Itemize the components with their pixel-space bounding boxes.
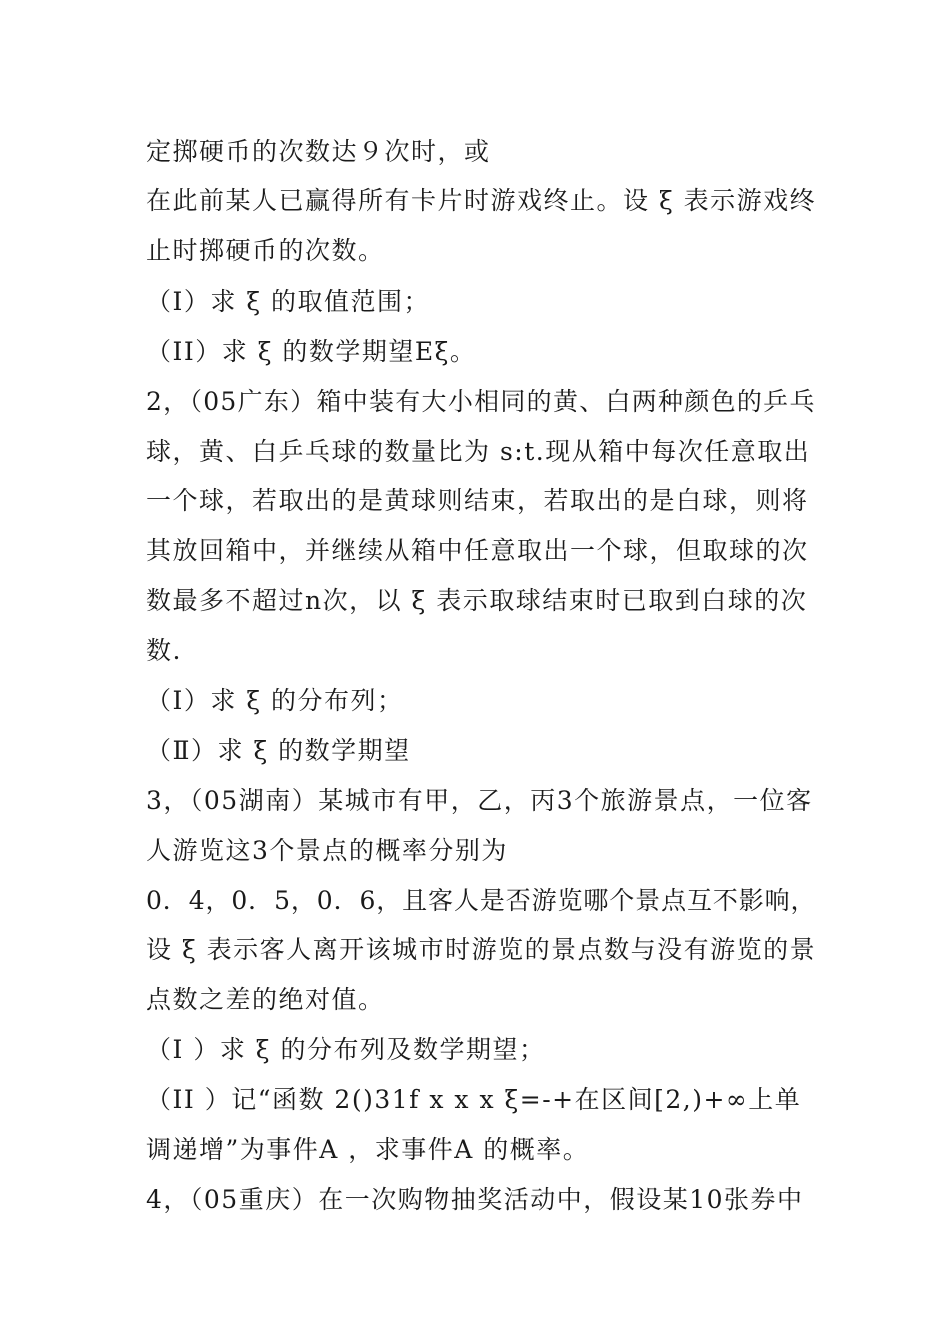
- text-line: （Ⅱ）求 ξ 的数学期望: [146, 736, 411, 765]
- text-line: 2，（05广东）箱中装有大小相同的黄、白两种颜色的乒乓: [146, 387, 816, 416]
- text-line: （I ）求 ξ 的分布列及数学期望；: [146, 1035, 546, 1064]
- text-line: （II ）记“函数 2()31f x x x ξ=-+在区间[2,)+∞上单: [146, 1085, 802, 1114]
- text-line: 在此前某人已赢得所有卡片时游戏终止。设 ξ 表示游戏终: [146, 186, 817, 215]
- text-line: 人游览这3个景点的概率分别为: [146, 836, 508, 865]
- text-line: 止时掷硬币的次数。: [146, 236, 385, 265]
- text-line: 4，（05重庆）在一次购物抽奖活动中，假设某10张券中: [146, 1185, 804, 1214]
- text-line: 设 ξ 表示客人离开该城市时游览的景点数与没有游览的景: [146, 935, 817, 964]
- text-line: （Ⅰ）求 ξ 的分布列；: [146, 686, 404, 715]
- text-line: 定掷硬币的次数达９次时，或: [146, 137, 491, 166]
- text-line: 3，（05湖南）某城市有甲，乙，丙3个旅游景点，一位客: [146, 786, 813, 815]
- text-line: 数.: [146, 636, 182, 665]
- text-line: 数最多不超过n次，以 ξ 表示取球结束时已取到白球的次: [146, 586, 808, 615]
- text-line: 其放回箱中，并继续从箱中任意取出一个球，但取球的次: [146, 536, 809, 565]
- text-line: （I）求 ξ 的取值范围；: [146, 287, 431, 316]
- text-line: 点数之差的绝对值。: [146, 985, 385, 1014]
- text-line: 球，黄、白乒乓球的数量比为 s:t.现从箱中每次任意取出: [146, 437, 811, 466]
- text-line: （II）求 ξ 的数学期望Eξ。: [146, 337, 477, 366]
- text-line: 一个球，若取出的是黄球则结束，若取出的是白球，则将: [146, 486, 809, 515]
- text-line: 调递增”为事件A ，求事件A 的概率。: [146, 1135, 590, 1164]
- text-line: 0．4，0．5，0．6，且客人是否游览哪个景点互不影响，: [146, 886, 817, 915]
